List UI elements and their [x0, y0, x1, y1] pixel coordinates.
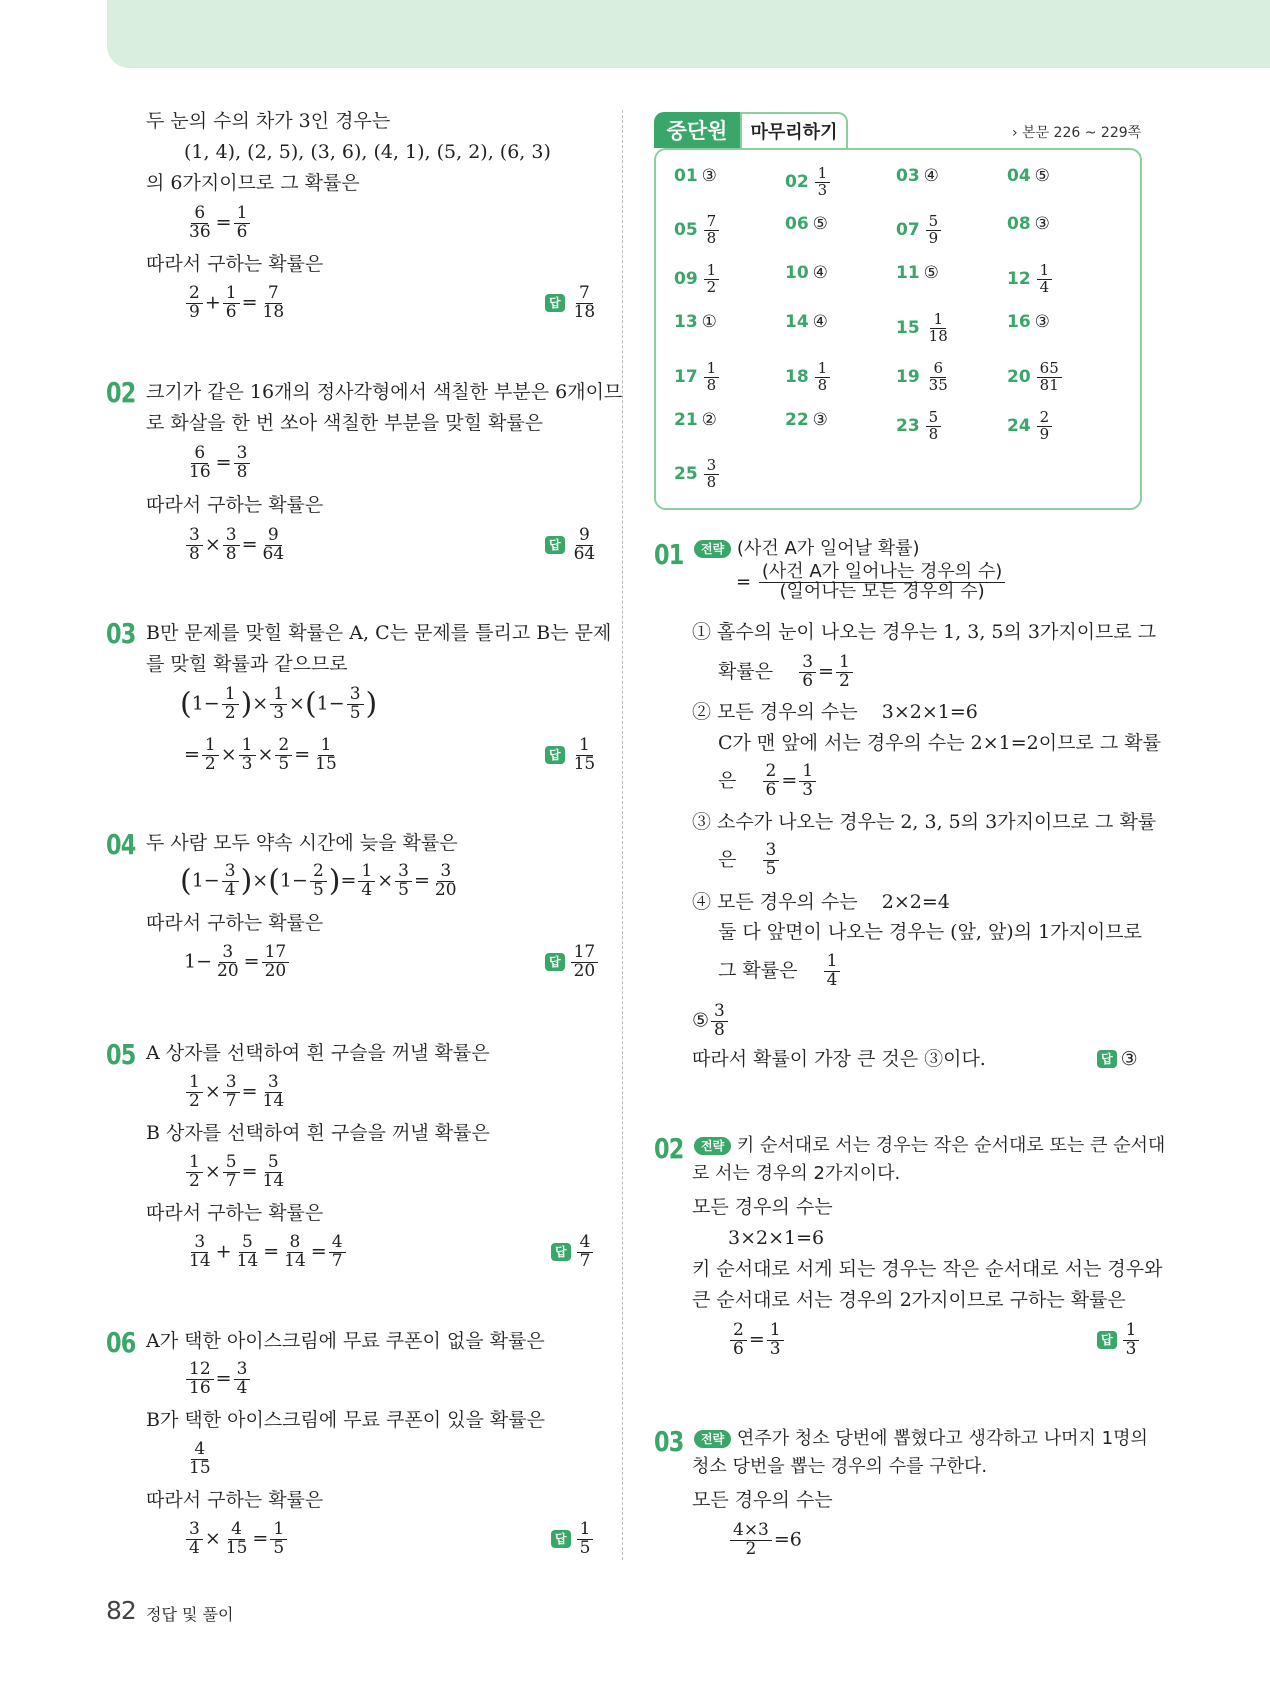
answer-key-number: 04 — [1007, 166, 1031, 186]
q5-number: 05 — [106, 1038, 136, 1071]
strategy-badge: 전략 — [694, 1430, 731, 1448]
answer-key-item — [896, 361, 953, 394]
q1-text-3: 의 6가지이므로 그 확률은 — [146, 172, 360, 194]
answer-key-fraction: $\frac{2}{9}$ — [1037, 410, 1053, 443]
r1-opt2-c: C가 맨 앞에 서는 경우의 수는 2×1=2이므로 그 확률 — [718, 732, 1161, 754]
r1-opt2-d: 은 $\frac{2}{6}$ = $\frac{1}{3}$ — [718, 763, 818, 800]
chevron-right-icon: › — [1012, 125, 1018, 141]
answer-key-number: 20 — [1007, 367, 1031, 388]
answer-key-fraction: $\frac{5}{8}$ — [926, 410, 942, 443]
answer-key-item — [1007, 312, 1050, 332]
answer-key-number: 17 — [674, 367, 698, 388]
q4-text-1: 두 사람 모두 약속 시간에 늦을 확률은 — [146, 832, 458, 854]
r2-number: 02 — [654, 1132, 684, 1165]
q4-text-2: 따라서 구하는 확률은 — [146, 912, 324, 934]
answer-key-number: 05 — [674, 220, 698, 241]
q6-number: 06 — [106, 1326, 136, 1359]
answer-key-item — [896, 410, 943, 443]
r2-answer: 답 $\frac{1}{3}$ — [1097, 1322, 1141, 1359]
q3-text-1: B만 문제를 맞힐 확률은 A, C는 문제를 틀리고 B는 문제 — [146, 622, 612, 644]
q6-text-3: 따라서 구하는 확률은 — [146, 1489, 324, 1511]
r3-text-3: 모든 경우의 수는 — [692, 1489, 833, 1511]
answer-key-fraction: $\frac{65}{81}$ — [1037, 361, 1062, 394]
answer-key-number: 12 — [1007, 269, 1031, 290]
answer-key-fraction: $\frac{1}{18}$ — [928, 310, 948, 345]
q5-text-3: 따라서 구하는 확률은 — [146, 1202, 324, 1224]
answer-badge: 답 — [545, 953, 565, 971]
answer-key-number: 06 — [785, 214, 809, 234]
q3-number: 03 — [106, 617, 136, 650]
answer-key-item — [1007, 214, 1050, 234]
r1-head-text: (사건 A가 일어날 확률) — [736, 538, 920, 559]
q4-math-1: (1− $\frac{3}{4}$ )×(1− $\frac{2}{5}$ )= $\frac{1}{4}$ × $\frac{3}{5}$ = $\frac{3}{20}$ — [180, 861, 457, 900]
footer-label: 정답 및 풀이 — [146, 1605, 234, 1624]
answer-badge: 답 — [551, 1243, 571, 1261]
r1-opt3-b: 은 $\frac{3}{5}$ — [718, 842, 781, 879]
answer-key-number: 15 — [896, 318, 920, 339]
answer-key-number: 25 — [674, 464, 698, 485]
answer-key-item — [674, 361, 721, 394]
q1-text-1: 두 눈의 수의 차가 3인 경우는 — [146, 110, 391, 132]
answer-key-choice: ③ — [1034, 312, 1050, 332]
r1-number: 01 — [654, 538, 684, 571]
r1-opt1-b: 확률은 $\frac{3}{6}$ = $\frac{1}{2}$ — [718, 654, 855, 691]
answer-key-number: 18 — [785, 367, 809, 388]
q3-math-2: = $\frac{1}{2}$ × $\frac{1}{3}$ × $\frac{2}{5}$ = $\frac{1}{15}$ — [184, 735, 337, 774]
r1-answer — [1097, 1048, 1138, 1070]
answer-key-number: 22 — [785, 410, 809, 430]
column-divider — [622, 110, 623, 1560]
answer-key-item — [785, 166, 832, 199]
q6-math-1: $\frac{12}{16}$ = $\frac{3}{4}$ — [184, 1361, 252, 1398]
answer-key-item — [785, 410, 828, 430]
answer-key-fraction: $\frac{1}{2}$ — [704, 263, 720, 296]
answer-key-item — [1007, 263, 1054, 296]
answer-badge: 답 — [1097, 1050, 1117, 1068]
answer-key-item — [674, 263, 721, 296]
r2-text-1 — [694, 1137, 1165, 1155]
page-reference-text: 본문 226 ~ 229쪽 — [1022, 125, 1142, 141]
answer-key-item — [1007, 410, 1054, 443]
r1-head — [694, 540, 920, 558]
r1-opt4-c: 둘 다 앞면이 나오는 경우는 (앞, 앞)의 1가지이므로 — [718, 921, 1142, 943]
answer-key-choice: ④ — [812, 263, 828, 283]
answer-badge: 답 — [545, 746, 565, 764]
answer-key-number: 02 — [785, 172, 809, 193]
q1-text-2: (1, 4), (2, 5), (3, 6), (4, 1), (5, 2), (6, 3) — [184, 141, 551, 163]
q2-text-3: 따라서 구하는 확률은 — [146, 494, 324, 516]
answer-key-item — [896, 312, 953, 345]
q6-answer: 답 $\frac{1}{5}$ — [551, 1521, 595, 1558]
answer-key-number: 01 — [674, 166, 698, 186]
answer-key-choice: ① — [701, 312, 717, 332]
r3-math: $\frac{4\times 3}{2}$ =6 — [728, 1522, 802, 1559]
strategy-badge: 전략 — [694, 540, 731, 558]
answer-key-fraction: $\frac{1}{8}$ — [815, 361, 831, 394]
page-number: 82 — [106, 1596, 136, 1625]
answer-key-number: 21 — [674, 410, 698, 430]
answer-key-number: 19 — [896, 367, 920, 388]
q5-text-2: B 상자를 선택하여 흰 구슬을 꺼낼 확률은 — [146, 1122, 490, 1144]
r3-text-1 — [694, 1430, 1148, 1448]
answer-key-item — [1007, 361, 1064, 394]
answer-key-item — [674, 214, 721, 247]
answer-key-choice: ④ — [812, 312, 828, 332]
q1-math-1: $\frac{6}{36}$ = $\frac{1}{6}$ — [184, 205, 252, 242]
q2-math-1: $\frac{6}{16}$ = $\frac{3}{8}$ — [184, 445, 252, 482]
answer-key-item — [674, 166, 717, 186]
q2-math-2: $\frac{3}{8}$ × $\frac{3}{8}$ = $\frac{9}{64}$ — [184, 527, 289, 564]
r1-formula: = $\frac{\text{(사건 A가 일어나는 경우의 수)}}{\text{(일어나는 모든 경우의 수)}}$ — [736, 563, 1007, 602]
answer-key-number: 13 — [674, 312, 698, 332]
q4-math-2: 1− $\frac{3}{20}$ = $\frac{17}{20}$ — [184, 944, 291, 981]
q4-answer: 답 $\frac{17}{20}$ — [545, 944, 600, 981]
r1-opt3-a: ③ 소수가 나오는 경우는 2, 3, 5의 3가지이므로 그 확률 — [692, 811, 1157, 833]
r2-text-1-content: 키 순서대로 서는 경우는 작은 순서대로 또는 큰 순서대 — [736, 1135, 1166, 1156]
strategy-badge: 전략 — [694, 1137, 731, 1155]
q5-answer: 답 $\frac{4}{7}$ — [551, 1234, 595, 1271]
q6-math-2: $\frac{4}{15}$ — [189, 1439, 211, 1478]
answer-key-choice: ③ — [1034, 214, 1050, 234]
answer-key-item — [674, 458, 721, 491]
q6-text-1: A가 택한 아이스크림에 무료 쿠폰이 없을 확률은 — [146, 1330, 545, 1352]
answer-key-number: 24 — [1007, 416, 1031, 437]
answer-key-number: 11 — [896, 263, 920, 283]
r3-number: 03 — [654, 1425, 684, 1458]
r1-opt1-a: ① 홀수의 눈이 나오는 경우는 1, 3, 5의 3가지이므로 그 — [692, 621, 1157, 643]
answer-key-fraction: $\frac{7}{8}$ — [704, 214, 720, 247]
r2-text-4: 3×2×1=6 — [728, 1227, 825, 1249]
q5-text-1: A 상자를 선택하여 흰 구슬을 꺼낼 확률은 — [146, 1042, 490, 1064]
r3-text-2: 청소 당번을 뽑는 경우의 수를 구한다. — [692, 1456, 988, 1477]
q2-text-2: 로 화살을 한 번 쏘아 색칠한 부분을 맞힐 확률은 — [146, 412, 544, 434]
answer-key-item — [785, 312, 828, 332]
answer-key-item — [785, 214, 828, 234]
q6-math-3: $\frac{3}{4}$ × $\frac{4}{15}$ = $\frac{1}{5}$ — [184, 1521, 289, 1558]
r2-text-5: 키 순서대로 서게 되는 경우는 작은 순서대로 서는 경우와 — [692, 1258, 1163, 1280]
r1-opt5: ⑤ $\frac{3}{8}$ — [692, 1003, 730, 1040]
answer-key-choice: ⑤ — [812, 214, 828, 234]
r2-text-2: 로 서는 경우의 2가지이다. — [692, 1163, 901, 1184]
answer-key-number: 07 — [896, 220, 920, 241]
answer-key-box — [654, 148, 1142, 510]
answer-key-choice: ④ — [923, 166, 939, 186]
q5-math-1: $\frac{1}{2}$ × $\frac{3}{7}$ = $\frac{3}{14}$ — [184, 1074, 289, 1111]
answer-key-choice: ⑤ — [1034, 166, 1050, 186]
section-tab-subtitle: 마무리하기 — [740, 112, 848, 148]
q3-math-1: (1− $\frac{1}{2}$ )× $\frac{1}{3}$ ×(1− $\frac{3}{5}$ ) — [180, 684, 378, 723]
r3-text-1-content: 연주가 청소 당번에 뽑혔다고 생각하고 나머지 1명의 — [736, 1428, 1148, 1449]
answer-key-fraction: $\frac{1}{3}$ — [815, 166, 831, 199]
answer-key-choice: ⑤ — [923, 263, 939, 283]
q2-answer: 답 $\frac{9}{64}$ — [545, 527, 600, 564]
answer-key-number: 14 — [785, 312, 809, 332]
q3-answer: 답 $\frac{1}{15}$ — [545, 737, 600, 774]
section-tab-title: 중단원 — [654, 112, 740, 148]
answer-badge: 답 — [551, 1530, 571, 1548]
q1-answer: 답 $\frac{7}{18}$ — [545, 285, 600, 322]
answer-key-fraction: $\frac{1}{4}$ — [1037, 263, 1053, 296]
answer-badge: 답 — [1097, 1331, 1117, 1349]
answer-key-item — [896, 166, 939, 186]
answer-key-item — [674, 410, 717, 430]
answer-key-item — [896, 263, 939, 283]
answer-key-number: 16 — [1007, 312, 1031, 332]
answer-key-item — [674, 312, 717, 332]
answer-badge: 답 — [545, 536, 565, 554]
answer-key-number: 08 — [1007, 214, 1031, 234]
q3-text-2: 를 맞힐 확률과 같으므로 — [146, 653, 348, 675]
header-band — [107, 0, 1270, 68]
q2-text-1: 크기가 같은 16개의 정사각형에서 색칠한 부분은 6개이므 — [146, 381, 623, 403]
answer-badge: 답 — [545, 294, 565, 312]
q6-text-2: B가 택한 아이스크림에 무료 쿠폰이 있을 확률은 — [146, 1409, 545, 1431]
q4-number: 04 — [106, 828, 136, 861]
page-reference — [1012, 122, 1141, 142]
q5-math-3: $\frac{3}{14}$ + $\frac{5}{14}$ = $\frac{8}{14}$ = $\frac{4}{7}$ — [184, 1234, 348, 1271]
answer-key-item — [785, 263, 828, 283]
answer-key-fraction: $\frac{3}{8}$ — [704, 458, 720, 491]
answer-key-choice: ③ — [701, 166, 717, 186]
q1-math-2: $\frac{2}{9}$ + $\frac{1}{6}$ = $\frac{7}{18}$ — [184, 285, 289, 322]
answer-key-number: 23 — [896, 416, 920, 437]
answer-key-item — [1007, 166, 1050, 186]
q2-number: 02 — [106, 376, 136, 409]
answer-key-fraction: $\frac{6}{35}$ — [928, 359, 948, 394]
answer-key-item — [785, 361, 832, 394]
q1-text-4: 따라서 구하는 확률은 — [146, 253, 324, 275]
r1-opt4-a: ④ 모든 경우의 수는 2×2=4 — [692, 891, 950, 913]
answer-key-choice: ② — [701, 410, 717, 430]
r2-math: $\frac{2}{6}$ = $\frac{1}{3}$ — [728, 1322, 786, 1359]
answer-key-item — [896, 214, 943, 247]
r2-text-6: 큰 순서대로 서는 경우의 2가지이므로 구하는 확률은 — [692, 1289, 1126, 1311]
q5-math-2: $\frac{1}{2}$ × $\frac{5}{7}$ = $\frac{5}{14}$ — [184, 1154, 289, 1191]
answer-key-choice: ③ — [812, 410, 828, 430]
r1-conclusion: 따라서 확률이 가장 큰 것은 ③이다. — [692, 1048, 986, 1070]
answer-key-number: 03 — [896, 166, 920, 186]
answer-key-fraction: $\frac{5}{9}$ — [926, 214, 942, 247]
answer-key-number: 10 — [785, 263, 809, 283]
answer-key-fraction: $\frac{1}{8}$ — [704, 361, 720, 394]
r1-opt4-d: 그 확률은 $\frac{1}{4}$ — [718, 953, 842, 990]
r1-answer-value: ③ — [1120, 1048, 1138, 1070]
r2-text-3: 모든 경우의 수는 — [692, 1196, 833, 1218]
r1-opt2-a: ② 모든 경우의 수는 3×2×1=6 — [692, 701, 978, 723]
answer-key-number: 09 — [674, 269, 698, 290]
